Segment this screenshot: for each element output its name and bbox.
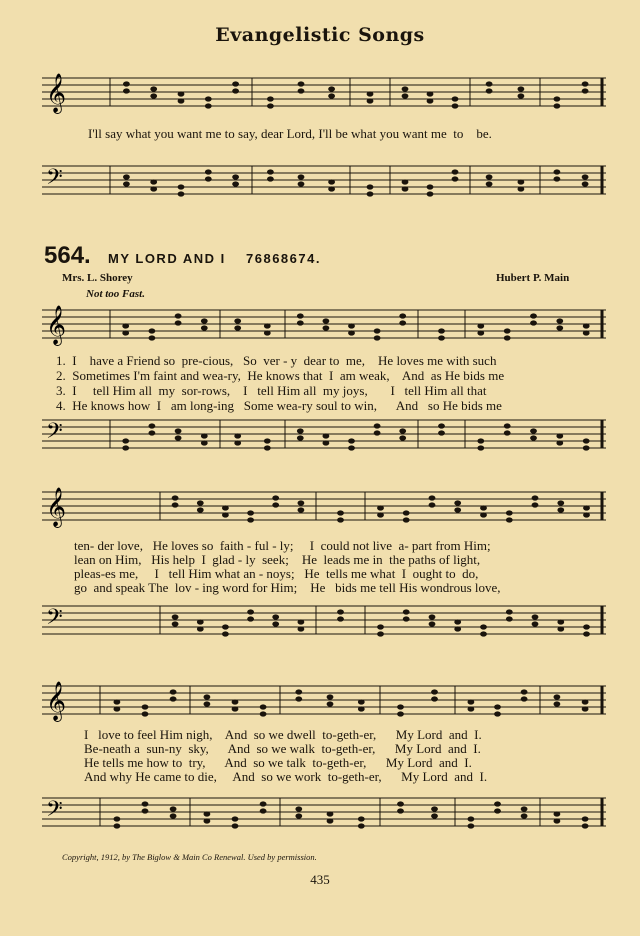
note-head — [583, 631, 590, 636]
note-head — [295, 696, 302, 701]
system1-verse3: 3. I tell Him all my sor-rows, I tell Him all my joys, I tell Him all that — [56, 383, 487, 398]
page-number: 435 — [310, 872, 330, 887]
note-head — [554, 818, 561, 823]
note-head — [327, 818, 334, 823]
note-head — [554, 811, 561, 816]
note-head — [272, 502, 279, 507]
note-head — [297, 313, 304, 318]
system2-bass-staff — [0, 600, 640, 644]
note-head — [232, 699, 239, 704]
system3-verse1: I love to feel Him nigh, And so we dwell to-geth-er, My Lord and I. — [84, 727, 482, 742]
note-head — [452, 169, 459, 174]
note-head — [452, 103, 459, 108]
note-head — [222, 505, 229, 510]
note-head — [557, 626, 564, 631]
tempo-marking: Not too Fast. — [86, 288, 145, 300]
top-treble-staff — [0, 72, 640, 116]
note-head — [260, 704, 267, 709]
note-head — [486, 88, 493, 93]
note-head — [477, 330, 484, 335]
note-head — [142, 711, 149, 716]
note-head — [480, 505, 487, 510]
system1-verse2: 2. Sometimes I'm faint and wea-ry, He knows that I am weak, And as He bids me — [56, 368, 505, 383]
note-head — [264, 330, 271, 335]
note-head — [234, 318, 241, 323]
note-head — [267, 176, 274, 181]
note-head — [403, 616, 410, 621]
note-head — [123, 174, 130, 179]
note-head — [556, 433, 563, 438]
note-head — [377, 512, 384, 517]
note-head — [149, 328, 156, 333]
note-head — [358, 699, 365, 704]
note-head — [504, 423, 511, 428]
hymn-author: Mrs. L. Shorey — [62, 272, 133, 284]
note-head — [480, 624, 487, 629]
note-head — [504, 335, 511, 340]
note-head — [172, 495, 179, 500]
note-head — [582, 699, 589, 704]
note-head — [337, 517, 344, 522]
note-head — [201, 325, 208, 330]
note-head — [123, 88, 130, 93]
note-head — [399, 435, 406, 440]
note-head — [298, 88, 305, 93]
note-head — [197, 500, 204, 505]
note-head — [298, 500, 305, 505]
note-head — [494, 801, 501, 806]
hymn-title: MY LORD AND I — [108, 251, 226, 266]
note-head — [582, 181, 589, 186]
note-head — [260, 711, 267, 716]
system1-verse1: 1. I have a Friend so pre-cious, So ver - y dear to me, He loves me with such — [56, 353, 497, 368]
note-head — [506, 616, 513, 621]
note-head — [170, 813, 177, 818]
note-head — [374, 328, 381, 333]
note-head — [197, 626, 204, 631]
note-head — [122, 330, 129, 335]
hymn-number: 564. — [44, 242, 91, 269]
note-head — [530, 435, 537, 440]
note-head — [298, 626, 305, 631]
note-head — [114, 706, 121, 711]
top-system-lyric: I'll say what you want me to say, dear Lord, I'll be what you want me to be. — [88, 126, 492, 141]
note-head — [170, 806, 177, 811]
note-head — [554, 176, 561, 181]
note-head — [429, 502, 436, 507]
top-bass-staff — [0, 160, 640, 204]
note-head — [403, 510, 410, 515]
note-head — [583, 445, 590, 450]
note-head — [298, 619, 305, 624]
svg-text:𝄢: 𝄢 — [46, 419, 63, 449]
note-head — [427, 91, 434, 96]
note-head — [232, 816, 239, 821]
note-head — [205, 103, 212, 108]
note-head — [518, 179, 525, 184]
note-head — [201, 440, 208, 445]
note-head — [431, 696, 438, 701]
note-head — [532, 621, 539, 626]
note-head — [172, 621, 179, 626]
note-head — [429, 495, 436, 500]
note-head — [583, 512, 590, 517]
note-head — [170, 689, 177, 694]
note-head — [327, 694, 334, 699]
note-head — [122, 445, 129, 450]
note-head — [399, 313, 406, 318]
svg-text:𝄞: 𝄞 — [46, 305, 67, 345]
note-head — [374, 335, 381, 340]
note-head — [327, 701, 334, 706]
note-head — [454, 500, 461, 505]
hymn-composer: Hubert P. Main — [496, 272, 570, 284]
note-head — [297, 428, 304, 433]
note-head — [402, 93, 409, 98]
note-head — [468, 706, 475, 711]
note-head — [399, 320, 406, 325]
note-head — [222, 512, 229, 517]
note-head — [583, 438, 590, 443]
note-head — [348, 323, 355, 328]
note-head — [583, 624, 590, 629]
system2-treble-staff — [0, 486, 640, 530]
note-head — [264, 323, 271, 328]
note-head — [431, 813, 438, 818]
note-head — [438, 430, 445, 435]
hymn-meter: 76868674. — [246, 251, 321, 266]
note-head — [295, 689, 302, 694]
note-head — [530, 428, 537, 433]
note-head — [234, 440, 241, 445]
system3-treble-staff — [0, 680, 640, 724]
note-head — [556, 440, 563, 445]
note-head — [295, 813, 302, 818]
note-head — [554, 701, 561, 706]
note-head — [377, 631, 384, 636]
note-head — [149, 430, 156, 435]
copyright-notice: Copyright, 1912, by The Biglow & Main Co Renewal. Used by permission. — [62, 852, 317, 862]
note-head — [438, 328, 445, 333]
note-head — [454, 626, 461, 631]
note-head — [374, 423, 381, 428]
system1-verse4: 4. He knows how I am long-ing Some wea-ry soul to win, And so He bids me — [56, 398, 502, 413]
note-head — [399, 428, 406, 433]
note-head — [557, 500, 564, 505]
note-head — [554, 96, 561, 101]
note-head — [438, 335, 445, 340]
note-head — [267, 169, 274, 174]
note-head — [521, 806, 528, 811]
note-head — [247, 510, 254, 515]
note-head — [178, 191, 185, 196]
svg-text:𝄞: 𝄞 — [46, 681, 67, 721]
note-head — [582, 816, 589, 821]
note-head — [452, 176, 459, 181]
note-head — [122, 323, 129, 328]
note-head — [358, 816, 365, 821]
note-head — [298, 174, 305, 179]
note-head — [583, 505, 590, 510]
note-head — [468, 699, 475, 704]
system2-verse1: ten- der love, He loves so faith - ful - ly; I could not live a- part from Him; — [74, 538, 491, 553]
system2-verse2: lean on Him, His help I glad - ly seek; He leads me in the paths of light, — [74, 552, 481, 567]
note-head — [480, 512, 487, 517]
note-head — [297, 320, 304, 325]
note-head — [327, 811, 334, 816]
note-head — [197, 619, 204, 624]
note-head — [554, 103, 561, 108]
note-head — [123, 81, 130, 86]
note-head — [267, 103, 274, 108]
note-head — [358, 706, 365, 711]
note-head — [178, 184, 185, 189]
note-head — [264, 438, 271, 443]
note-head — [123, 181, 130, 186]
note-head — [172, 502, 179, 507]
note-head — [178, 98, 185, 103]
note-head — [480, 631, 487, 636]
note-head — [468, 816, 475, 821]
note-head — [172, 614, 179, 619]
note-head — [402, 86, 409, 91]
note-head — [348, 445, 355, 450]
note-head — [170, 696, 177, 701]
note-head — [122, 438, 129, 443]
note-head — [427, 184, 434, 189]
note-head — [232, 88, 239, 93]
note-head — [518, 186, 525, 191]
note-head — [298, 507, 305, 512]
note-head — [232, 81, 239, 86]
note-head — [358, 823, 365, 828]
note-head — [504, 328, 511, 333]
system3-verse3: He tells me how to try, And so we talk to-geth-er, My Lord and I. — [84, 755, 472, 770]
note-head — [431, 806, 438, 811]
note-head — [222, 631, 229, 636]
note-head — [532, 614, 539, 619]
note-head — [323, 440, 330, 445]
note-head — [204, 694, 211, 699]
note-head — [486, 81, 493, 86]
note-head — [506, 609, 513, 614]
note-head — [506, 517, 513, 522]
note-head — [477, 323, 484, 328]
note-head — [582, 88, 589, 93]
note-head — [494, 704, 501, 709]
note-head — [295, 806, 302, 811]
note-head — [582, 823, 589, 828]
note-head — [583, 330, 590, 335]
note-head — [582, 81, 589, 86]
note-head — [175, 428, 182, 433]
note-head — [486, 174, 493, 179]
note-head — [197, 507, 204, 512]
note-head — [337, 510, 344, 515]
note-head — [267, 96, 274, 101]
note-head — [556, 318, 563, 323]
note-head — [403, 517, 410, 522]
note-head — [150, 93, 157, 98]
note-head — [397, 808, 404, 813]
note-head — [142, 801, 149, 806]
note-head — [142, 808, 149, 813]
note-head — [402, 179, 409, 184]
note-head — [530, 313, 537, 318]
system2-verse4: go and speak The lov - ing word for Him; He bids me tell His wondrous love, — [74, 580, 501, 595]
system1-bass-staff — [0, 414, 640, 458]
note-head — [402, 186, 409, 191]
note-head — [149, 335, 156, 340]
note-head — [175, 435, 182, 440]
note-head — [397, 704, 404, 709]
note-head — [114, 823, 121, 828]
note-head — [494, 711, 501, 716]
note-head — [518, 93, 525, 98]
note-head — [427, 98, 434, 103]
note-head — [486, 181, 493, 186]
note-head — [557, 507, 564, 512]
note-head — [114, 816, 121, 821]
note-head — [427, 191, 434, 196]
note-head — [149, 423, 156, 428]
note-head — [454, 619, 461, 624]
svg-text:𝄞: 𝄞 — [46, 73, 67, 113]
note-head — [377, 505, 384, 510]
system1-treble-staff — [0, 304, 640, 348]
note-head — [297, 435, 304, 440]
note-head — [247, 609, 254, 614]
note-head — [175, 320, 182, 325]
note-head — [150, 186, 157, 191]
note-head — [323, 325, 330, 330]
note-head — [477, 438, 484, 443]
note-head — [234, 433, 241, 438]
note-head — [521, 813, 528, 818]
note-head — [554, 169, 561, 174]
note-head — [247, 517, 254, 522]
note-head — [429, 621, 436, 626]
note-head — [205, 169, 212, 174]
note-head — [377, 624, 384, 629]
note-head — [232, 174, 239, 179]
note-head — [298, 81, 305, 86]
note-head — [150, 86, 157, 91]
note-head — [532, 502, 539, 507]
note-head — [298, 181, 305, 186]
note-head — [438, 423, 445, 428]
note-head — [367, 98, 374, 103]
system2-verse3: pleas-es me, I tell Him what an - noys; He tells me what I ought to do, — [74, 566, 479, 581]
system3-bass-staff — [0, 792, 640, 836]
note-head — [557, 619, 564, 624]
note-head — [201, 318, 208, 323]
system3-verse2: Be-neath a sun-ny sky, And so we walk to-geth-er, My Lord and I. — [84, 741, 481, 756]
note-head — [348, 438, 355, 443]
note-head — [521, 696, 528, 701]
note-head — [272, 621, 279, 626]
note-head — [205, 176, 212, 181]
note-head — [374, 430, 381, 435]
note-head — [247, 616, 254, 621]
note-head — [150, 179, 157, 184]
note-head — [222, 624, 229, 629]
note-head — [454, 507, 461, 512]
note-head — [582, 174, 589, 179]
svg-text:𝄢: 𝄢 — [46, 605, 63, 635]
note-head — [403, 609, 410, 614]
note-head — [348, 330, 355, 335]
note-head — [556, 325, 563, 330]
note-head — [506, 510, 513, 515]
note-head — [323, 318, 330, 323]
note-head — [468, 823, 475, 828]
note-head — [518, 86, 525, 91]
note-head — [367, 191, 374, 196]
note-head — [178, 91, 185, 96]
note-head — [323, 433, 330, 438]
note-head — [260, 801, 267, 806]
note-head — [583, 323, 590, 328]
note-head — [532, 495, 539, 500]
note-head — [554, 694, 561, 699]
note-head — [232, 706, 239, 711]
svg-text:𝄢: 𝄢 — [46, 165, 63, 195]
note-head — [521, 689, 528, 694]
note-head — [232, 181, 239, 186]
svg-text:𝄢: 𝄢 — [46, 797, 63, 827]
note-head — [204, 818, 211, 823]
note-head — [429, 614, 436, 619]
note-head — [452, 96, 459, 101]
note-head — [367, 91, 374, 96]
note-head — [328, 186, 335, 191]
note-head — [337, 609, 344, 614]
note-head — [142, 704, 149, 709]
note-head — [397, 801, 404, 806]
note-head — [204, 811, 211, 816]
note-head — [260, 808, 267, 813]
note-head — [494, 808, 501, 813]
note-head — [272, 495, 279, 500]
note-head — [272, 614, 279, 619]
note-head — [175, 313, 182, 318]
note-head — [328, 86, 335, 91]
note-head — [337, 616, 344, 621]
svg-text:𝄞: 𝄞 — [46, 487, 67, 527]
note-head — [205, 96, 212, 101]
note-head — [477, 445, 484, 450]
note-head — [582, 706, 589, 711]
note-head — [234, 325, 241, 330]
note-head — [397, 711, 404, 716]
system3-verse4: And why He came to die, And so we work to-geth-er, My Lord and I. — [84, 769, 488, 784]
note-head — [367, 184, 374, 189]
note-head — [201, 433, 208, 438]
note-head — [232, 823, 239, 828]
note-head — [431, 689, 438, 694]
note-head — [264, 445, 271, 450]
note-head — [328, 93, 335, 98]
note-head — [328, 179, 335, 184]
note-head — [504, 430, 511, 435]
note-head — [204, 701, 211, 706]
note-head — [530, 320, 537, 325]
section-header-title: Evangelistic Songs — [215, 24, 425, 46]
note-head — [114, 699, 121, 704]
